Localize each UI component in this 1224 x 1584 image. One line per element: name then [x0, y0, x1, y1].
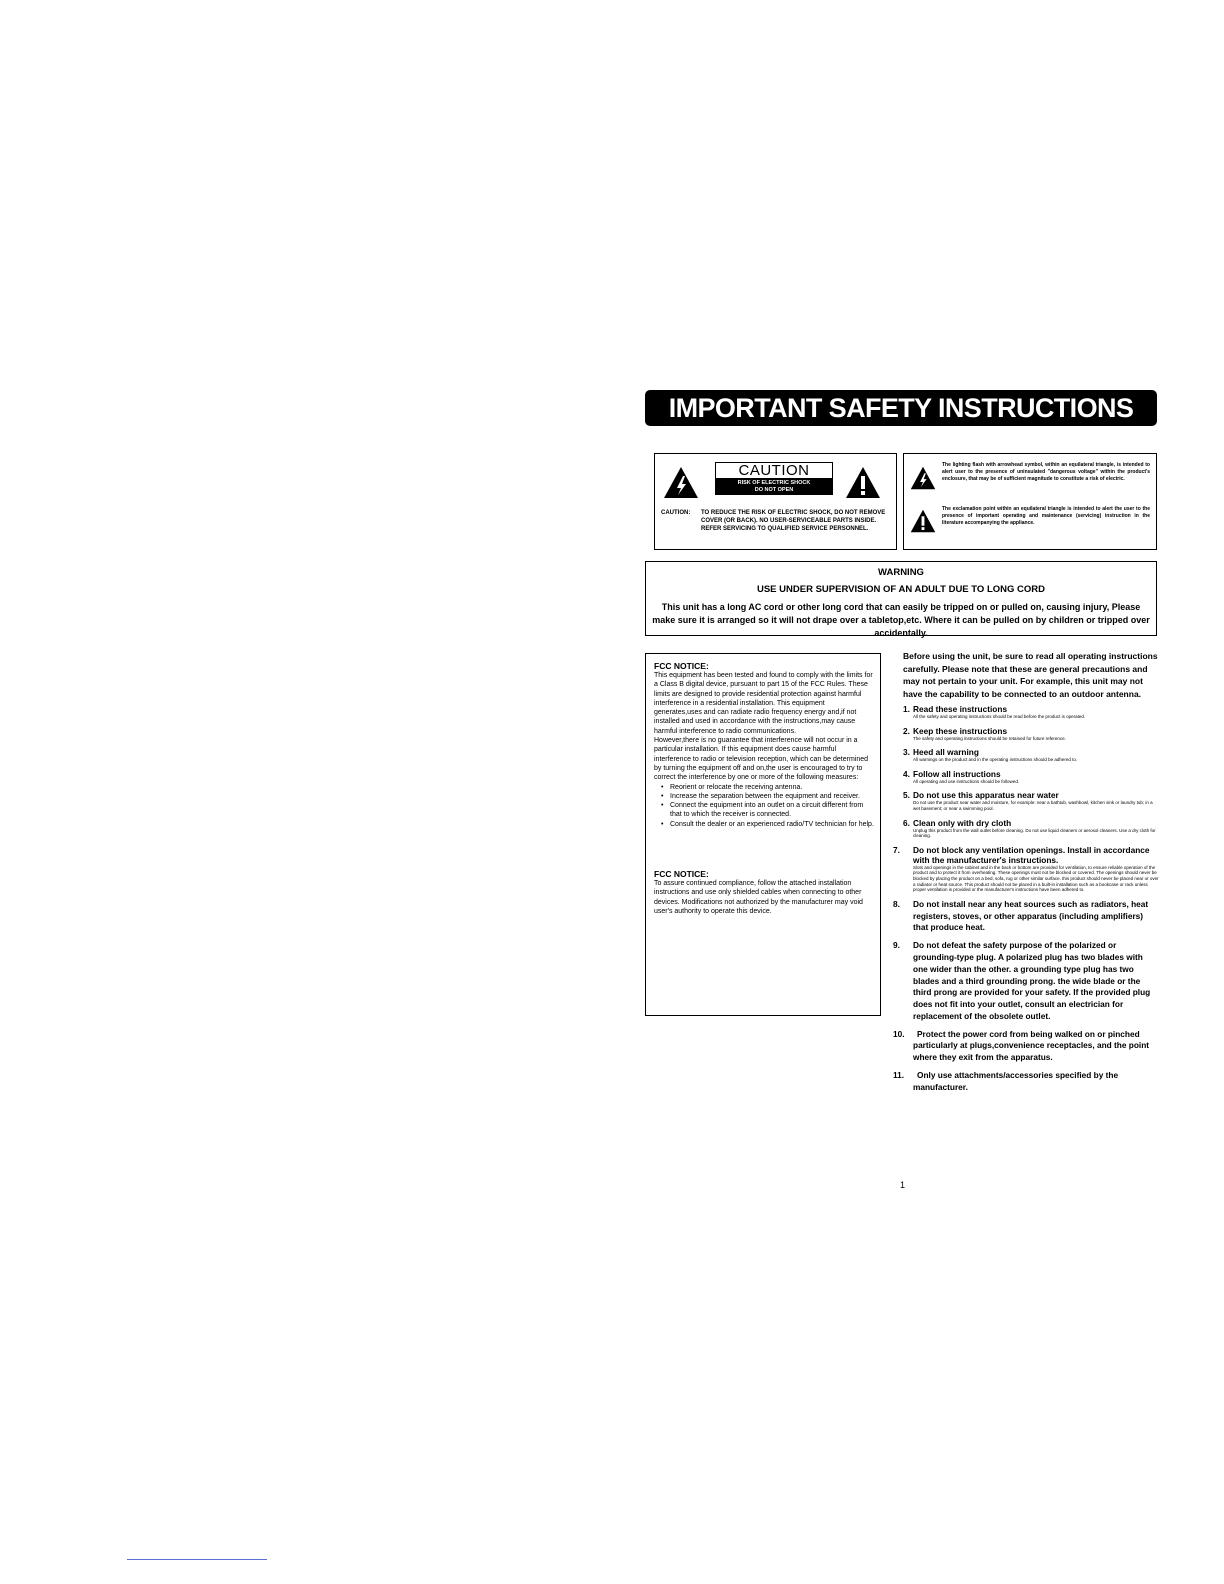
item-description: Slots and openings in the cabinet and in the back or bottom are provided for ventilation, to ensure reliable operation of the product and to protect it from overheating. These openings must not be blocked or covered. The openings should never be blocked by placing the product on a bed, sofa, rug or other similar surface. this product should never be placed near or over a radiator or heat source. This product should not be placed in a built-in installation such as a bookcase or rack unless proper ventilation is provided or the manufacturer's instructions have been adhered to.: [913, 864, 1159, 893]
list-item: [903, 769, 1159, 785]
list-item: • Connect the equipment into an outlet on a circuit different from that to which the receiver is connected.: [670, 801, 874, 820]
caution-text: [661, 509, 893, 533]
list-item: [893, 1070, 1159, 1094]
item-number: 11.: [893, 1070, 905, 1081]
fcc-paragraph: This equipment has been tested and found to comply with the limits for a Class B digital device, pursuant to part 15 of the FCC Rules. These limits are designed to provide residential protection against harmful interference in a residential installation. This equipment generates,uses and can radiate radio frequency energy and,if not installed and used in accordance with the instructions,may cause harmful interference to radio communications.: [654, 672, 873, 735]
item-description: All operating and use instructions should be followed.: [913, 778, 1020, 784]
list-item: [903, 726, 1159, 742]
caution-text-lead: CAUTION:: [661, 510, 691, 516]
warning-subtitle: USE UNDER SUPERVISION OF AN ADULT DUE TO LONG CORD: [756, 584, 1045, 595]
item-number: 5.: [903, 790, 910, 801]
intro-paragraph: Before using the unit, be sure to read all operating instructions carefully. Please note that these are general precautions and may not pertain to your unit. For example, this unit may not have the capability to be connected to an outdoor antenna.: [903, 651, 1158, 699]
item-number: 3.: [903, 747, 910, 758]
symbols-explanation-panel: [903, 453, 1157, 550]
warning-body: This unit has a long AC cord or other long cord that can easily be tripped on or pulled on, causing injury, Please make sure it is arranged so it will not drape over a tabletop,etc. Where it can be pulled on by children or tripped over accidentally.: [652, 602, 1150, 638]
item-number: 2.: [903, 725, 910, 736]
list-item: [903, 818, 1159, 839]
exclamation-symbol-text: The exclamation point within an equilateral triangle is intended to alert the user to the presence of important operating and maintenance (servicing) instruction in the literature accompanying the appliance.: [942, 506, 1150, 526]
item-heading: Heed all warning: [913, 747, 979, 758]
list-item: [903, 747, 1159, 763]
item-heading: Read these instructions: [913, 704, 1008, 714]
lightning-symbol-text: The lighting flash with arrowhead symbol, within an equilateral triangle, is intended to alert user to the presence of uninsulated "dangerous voltage" within the product's enclosure, that may be of sufficient magnitude to constitute a risk of electric.: [942, 462, 1150, 482]
warning-title: WARNING: [878, 567, 924, 578]
list-item: • Reorient or relocate the receiving antenna.: [670, 783, 874, 792]
list-item: [893, 940, 1159, 1023]
page-number: 1: [900, 1180, 906, 1190]
caution-subtitle: [715, 479, 833, 495]
caution-text-body: TO REDUCE THE RISK OF ELECTRIC SHOCK, DO NOT REMOVE COVER (OR BACK). NO USER-SERVICEABLE PARTS INSIDE. REFER SERVICING TO QUALIFIED SERVICE PERSONNEL.: [701, 510, 886, 532]
item-text: Do not defeat the safety purpose of the polarized or grounding-type plug. A polarized plug has two blades with one wider than the other. a grounding type plug has two blades and a third grounding prong. the wide blade or the third prong are provided for your safety. If the provided plug does not fit into your outlet, consult an electrician for replacement of the obsolete outlet.: [913, 940, 1151, 1021]
item-text: Only use attachments/accessories specified by the manufacturer.: [913, 1070, 1119, 1092]
item-number: 8.: [893, 898, 900, 909]
lightning-warning-icon: [910, 466, 936, 490]
item-description: All the safety and operating instructions should be read before the product is operated.: [913, 714, 1086, 719]
fcc-paragraph: However,there is no guarantee that interference will not occur in a particular installation. If this equipment does cause harmful interference to radio or television reception, which can be determined by turning the equipment off and on,the user is encouraged to try to correct the interference by one or more of the following measures:: [654, 737, 869, 782]
item-description: Do not use the product near water and moisture, for example: near a bathtub, washbowl, kitchen sink or laundry tub; in a wet basement; or near a swimming pool.: [913, 800, 1153, 811]
list-item: [903, 704, 1159, 720]
item-number: 9.: [893, 940, 900, 951]
caution-title: CAUTION: [715, 462, 833, 479]
divider: [127, 1559, 267, 1560]
caution-label: [715, 462, 833, 492]
item-heading: Do not use this apparatus near water: [913, 790, 1059, 801]
item-number: 1.: [903, 704, 910, 714]
fcc-notice-title: FCC NOTICE:: [654, 869, 709, 880]
list-item: [903, 790, 1159, 811]
list-item: • Increase the separation between the equipment and receiver.: [670, 792, 874, 801]
caution-panel: [654, 453, 897, 550]
lightning-warning-icon: [663, 466, 699, 499]
item-number: 10.: [893, 1028, 905, 1039]
item-number: 6.: [903, 817, 910, 828]
fcc-measures-list: [654, 783, 874, 829]
item-description: All warnings on the product and in the operating instructions should be adhered to.: [913, 757, 1078, 763]
page-title-banner: IMPORTANT SAFETY INSTRUCTIONS: [645, 390, 1157, 426]
fcc-notice-title: FCC NOTICE:: [654, 661, 709, 671]
item-heading: Follow all instructions: [913, 768, 1001, 779]
fcc-paragraph: To assure continued compliance, follow the attached installation instructions and use only shielded cables when connecting to other devices. Modifications not authorized by the manufacturer may void user's authority to operate this device.: [654, 880, 863, 915]
exclamation-warning-icon: [845, 466, 881, 499]
exclamation-warning-icon: [910, 509, 936, 533]
item-description: The safety and operating instructions should be retained for future reference.: [913, 735, 1066, 741]
fcc-notice-panel: [645, 653, 881, 1016]
item-heading: Clean only with dry cloth: [913, 817, 1012, 828]
list-item: [893, 898, 1159, 934]
item-number: 7.: [893, 844, 900, 855]
instructions-column: [893, 650, 1159, 1100]
list-item: [893, 1028, 1159, 1064]
item-number: 4.: [903, 768, 910, 779]
item-text: Protect the power cord from being walked on or pinched particularly at plugs,convenience receptacles, and the point where they exit from the apparatus.: [913, 1028, 1150, 1063]
list-item: • Consult the dealer or an experienced radio/TV technician for help.: [670, 820, 874, 829]
item-description: Unplug this product from the wall outlet before cleaning. Do not use liquid cleaners or aerosol cleaners. Use a dry cloth for cleaning.: [913, 827, 1156, 839]
item-text: Do not install near any heat sources such as radiators, heat registers, stoves, or other apparatus (including amplifiers) that produce heat.: [913, 898, 1149, 933]
item-heading: Keep these instructions: [913, 725, 1008, 736]
list-item: [893, 844, 1159, 893]
caution-sub-line-2: DO NOT OPEN: [754, 487, 794, 493]
item-heading: Do not block any ventilation openings. Install in accordance with the manufacturer's instructions.: [913, 844, 1150, 865]
caution-sub-line-1: RISK OF ELECTRIC SHOCK: [737, 480, 811, 486]
warning-panel: [645, 561, 1157, 636]
